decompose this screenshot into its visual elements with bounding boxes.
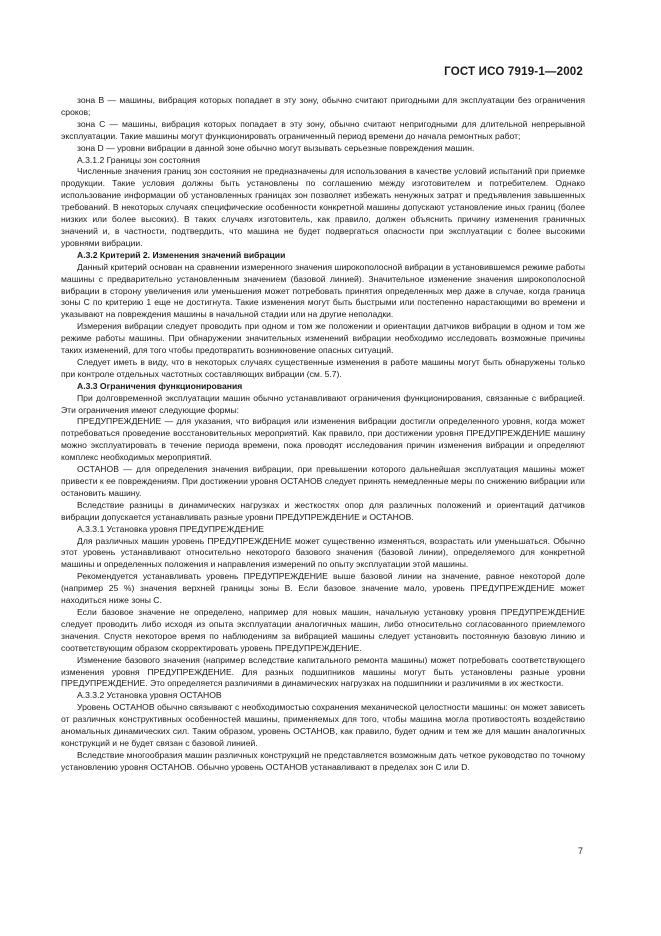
paragraph: Измерения вибрации следует проводить при одном и том же положении и ориентации датчиков вибрации в одном и том же режиме работы машины. При обнаружении значительных изменений вибрации необходимо исследовать возможные причины таких изменений, для того чтобы предотвратить возникновение опасных ситуаций. [61, 321, 585, 356]
section-heading: A.3.1.2 Границы зон состояния [77, 154, 201, 165]
section-heading: A.3.3.2 Установка уровня ОСТАНОВ [77, 690, 222, 701]
paragraph: зона B — машины, вибрация которых попадает в эту зону, обычно считают пригодными для эксплуатации без ограничения сроков; [61, 95, 585, 117]
paragraph: Для различных машин уровень ПРЕДУПРЕЖДЕНИЕ может существенно изменяться, возрастать или уменьшаться. Обычно этот уровень устанавливают относительно некоторого базового значения (базовой линии), определяемого для конкретной машины и определенных положения и направления измерений по опыту эксплуатации этой машины. [61, 535, 585, 570]
paragraph: Численные значения границ зон состояния не предназначены для использования в качестве условий испытаний при приемке продукции. Такие условия должны быть установлены по соглашению между изготовителем и потребителем. Однако использование информации об установленных границах зон позволяет избежать ненужных затрат и предъявления завышенных требований. В некоторых случаях специфические особенности конкретной машины допускают установление иных границ (более низких или более высоких). В таких случаях изготовитель, как правило, должен объяснить причину изменения граничных значений и, в частности, подтвердить, что машина не будет подвергаться опасности при эксплуатации с более высокими уровнями вибрации. [61, 166, 585, 248]
paragraph: зона D — уровни вибрации в данной зоне обычно могут вызывать серьезные повреждения машин. [77, 142, 475, 153]
paragraph: При долговременной эксплуатации машин обычно устанавливают ограничения функционирования, связанные с вибрацией. Эти ограничения имеют следующие формы: [61, 392, 585, 415]
paragraph: ПРЕДУПРЕЖДЕНИЕ — для указания, что вибрация или изменения вибрации достигли определенного уровня, когда может потребоваться проведение восстановительных мероприятий. Как правило, при достижении уровня ПРЕДУПРЕЖДЕНИЕ машину можно эксплуатировать в течение периода времени, пока проводят исследования причин изменения вибрации и определяют комплекс необходимых мероприятий. [61, 416, 585, 463]
paragraph: Следует иметь в виду, что в некоторых случаях существенные изменения в работе машины могут быть обнаружены только при контроле отдельных частотных составляющих вибрации (см. 5.7). [61, 356, 585, 379]
paragraph: Вследствие разницы в динамических нагрузках и жесткостях опор для различных положений и ориентаций датчиков вибрации допускается устанавливать разные уровни ПРЕДУПРЕЖДЕНИЕ и ОСТАНОВ. [61, 499, 585, 522]
paragraph: Вследствие многообразия машин различных конструкций не представляется возможным дать четкое руководство по точному установлению уровня ОСТАНОВ. Обычно уровень ОСТАНОВ устанавливают в пределах зон C или D. [61, 749, 585, 772]
paragraph: Уровень ОСТАНОВ обычно связывают с необходимостью сохранения механической целостности машины: он может зависеть от различных конструктивных особенностей машины, применяемых для того, чтобы машина могла противостоять воздействию аномальных динамических сил. Таким образом, уровень ОСТАНОВ, как правило, будет одним и тем же для машин аналогичных конструкций и не будет связан с базовой линией. [61, 702, 585, 748]
document-body [61, 95, 585, 774]
page-number: 7 [577, 846, 583, 856]
paragraph: ОСТАНОВ — для определения значения вибрации, при превышении которого дальнейшая эксплуатация машины может привести к ее повреждениям. При достижении уровня ОСТАНОВ следует принять немедленные меры по снижению вибрации или остановить машину. [61, 464, 585, 498]
section-title: A.3.2 Критерий 2. Изменения значений вибрации [77, 249, 286, 260]
section-title: A.3.3 Ограничения функционирования [77, 380, 243, 391]
paragraph: Данный критерий основан на сравнении измеренного значения широкополосной вибрации в установившемся режиме работы машины с предварительно установленным значением (базовой линией). Значительное изменение значения широкополосной вибрации в сторону увеличения или уменьшения может потребовать принятия определенных мер даже в случае, когда граница зоны C по критерию 1 еще не достигнута. Такие изменения могут быть быстрыми или постепенно нарастающими во времени и указывают на повреждения машины в начальной стадии или на другие неполадки. [61, 261, 585, 320]
section-heading: A.3.3.1 Установка уровня ПРЕДУПРЕЖДЕНИЕ [77, 523, 264, 534]
standard-header: ГОСТ ИСО 7919-1—2002 [444, 66, 583, 78]
paragraph: Рекомендуется устанавливать уровень ПРЕДУПРЕЖДЕНИЕ выше базовой линии на значение, равное некоторой доле (например 25 %) значения верхней границы зоны B. Если базовое значение мало, уровень ПРЕДУПРЕЖДЕНИЕ может находиться ниже зоны C. [61, 571, 585, 606]
paragraph: зона C — машины, вибрация которых попадает в эту зону, обычно считают непригодными для длительной непрерывной эксплуатации. Такие машины могут функционировать ограниченный период времени до начала ремонтных работ; [61, 118, 585, 141]
paragraph: Если базовое значение не определено, например для новых машин, начальную установку уровня ПРЕДУПРЕЖДЕНИЕ следует проводить либо исходя из опыта эксплуатации аналогичных машин, либо относительно согласованного приемлемого значения. Спустя некоторое время по наблюдениям за вибрацией машины следует установить постоянную базовую линию и соответствующим образом скорректировать уровень ПРЕДУПРЕЖДЕНИЕ. [61, 606, 585, 653]
paragraph: Изменение базового значения (например вследствие капитального ремонта машины) может потребовать соответствующего изменения уровня ПРЕДУПРЕЖДЕНИЕ. Для разных подшипников машины могут быть установлены разные уровни ПРЕДУПРЕЖДЕНИЕ. Это определяется различиями в динамических нагрузках на подшипники и различиями в их жесткости. [61, 654, 585, 689]
